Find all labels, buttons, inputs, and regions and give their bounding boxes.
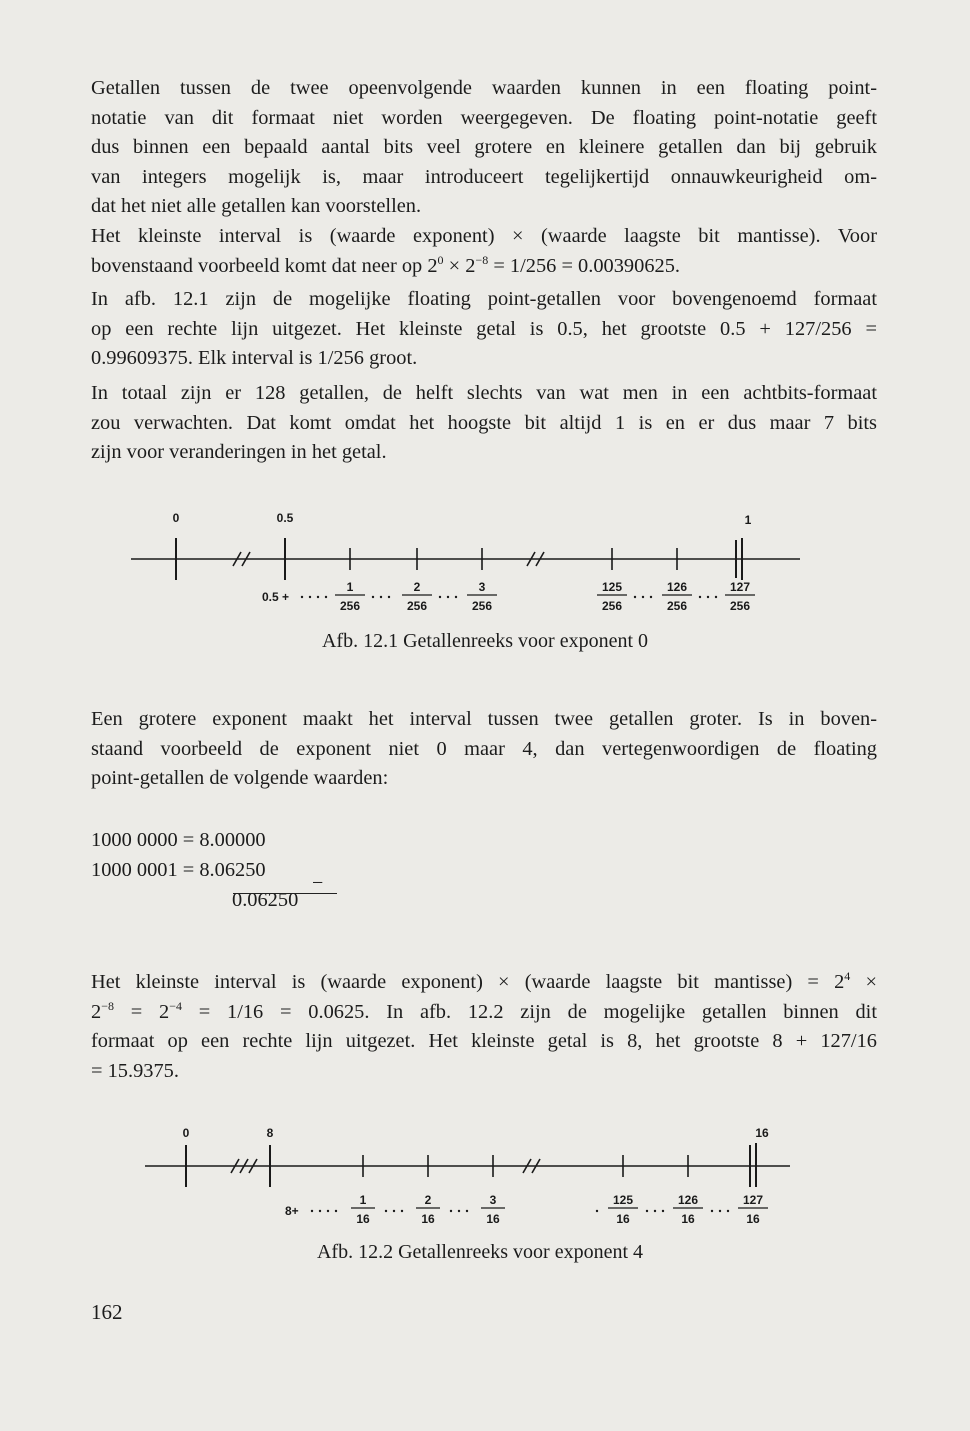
equation-result: 0.06250 xyxy=(232,889,299,911)
text-line: op een rechte lijn uitgezet. Het kleinste getal is 0.5, het grootste 0.5 + 127/256 = xyxy=(91,317,877,340)
binary-equations xyxy=(91,825,298,915)
fraction-denominator: 256 xyxy=(666,599,688,613)
exponent: −4 xyxy=(169,998,182,1013)
paragraph-exponent-4 xyxy=(91,968,877,1086)
fraction-numerator: 3 xyxy=(478,580,486,594)
fraction-denominator: 16 xyxy=(356,1212,370,1226)
text-fragment: Het kleinste interval is (waarde exponent) × (waarde laagste bit mantisse) = 2 xyxy=(91,971,845,993)
text-line: dat het niet alle getallen kan voorstellen. xyxy=(91,195,422,218)
fraction-numerator: 3 xyxy=(489,1193,497,1207)
text-line: dus binnen een bepaald aantal bits veel grotere en kleinere getallen dan bij gebruik xyxy=(91,136,877,159)
text-line: formaat op een rechte lijn uitgezet. Het kleinste getal is 8, het grootste 8 + 127/16 xyxy=(91,1030,877,1053)
tick-label-05: 0.5 xyxy=(276,511,294,525)
exponent: 0 xyxy=(437,252,444,267)
tick-label-1: 1 xyxy=(744,513,752,527)
fraction-denominator: 256 xyxy=(339,599,361,613)
text-line xyxy=(91,252,877,282)
fraction-numerator: 125 xyxy=(612,1193,634,1207)
text-line: zijn voor veranderingen in het getal. xyxy=(91,441,387,464)
fraction-denominator: 256 xyxy=(471,599,493,613)
text-fragment: = 2 xyxy=(113,1000,170,1023)
text-line: In afb. 12.1 zijn de mogelijke floating point-getallen voor bovengenoemd formaat xyxy=(91,288,877,310)
paragraph-intro xyxy=(91,74,877,222)
fraction-numerator: 2 xyxy=(413,580,421,594)
paragraph-total xyxy=(91,379,877,468)
fraction-denominator: 256 xyxy=(729,599,751,613)
fraction-numerator: 125 xyxy=(601,580,623,594)
number-line-figure-1 xyxy=(0,500,970,625)
text-fragment: 2 xyxy=(91,1000,102,1023)
text-line: = 15.9375. xyxy=(91,1059,179,1082)
exponent: −8 xyxy=(101,998,114,1013)
text-fragment: × 2 xyxy=(443,254,476,277)
text-line: point-getallen de volgende waarden: xyxy=(91,767,389,790)
text-line xyxy=(91,998,877,1028)
paragraph-figure-ref xyxy=(91,285,877,374)
fraction-numerator: 126 xyxy=(666,580,688,594)
fraction-numerator: 126 xyxy=(677,1193,699,1207)
fraction-denominator: 16 xyxy=(616,1212,630,1226)
figure-caption-2: Afb. 12.2 Getallenreeks voor exponent 4 xyxy=(316,1241,643,1263)
text-line: zou verwachten. Dat komt omdat het hoogste bit altijd 1 is en er dus maar 7 bits xyxy=(91,411,877,434)
page-number: 162 xyxy=(91,1300,123,1324)
text-line: In totaal zijn er 128 getallen, de helft slechts van wat men in een achtbits-formaat xyxy=(91,382,877,404)
tick-label-0: 0 xyxy=(182,1126,190,1140)
tick-label-0: 0 xyxy=(172,511,180,525)
text-line: van integers mogelijk is, maar introduceert tegelijkertijd onnauwkeurigheid om- xyxy=(91,165,877,188)
fraction-denominator: 16 xyxy=(421,1212,435,1226)
fraction-numerator: 127 xyxy=(742,1193,764,1207)
exponent: 4 xyxy=(844,969,851,984)
tick-label-16: 16 xyxy=(755,1126,769,1140)
fraction-numerator: 1 xyxy=(359,1193,367,1207)
text-line: Het kleinste interval is (waarde exponent) × (waarde laagste bit mantisse). Voor xyxy=(91,225,877,247)
exponent: −8 xyxy=(475,252,489,267)
fraction-numerator: 127 xyxy=(729,580,751,594)
text-line xyxy=(91,968,877,998)
fraction-denominator: 16 xyxy=(486,1212,500,1226)
fraction-denominator: 256 xyxy=(601,599,623,613)
fraction-numerator: 1 xyxy=(346,580,354,594)
text-line: Getallen tussen de twee opeenvolgende waarden kunnen in een floating point- xyxy=(91,77,877,99)
fraction-denominator: 256 xyxy=(406,599,428,613)
paragraph-smallest-interval xyxy=(91,222,877,281)
text-line: 0.99609375. Elk interval is 1/256 groot. xyxy=(91,347,418,370)
start-label: 8+ xyxy=(285,1204,299,1218)
start-label: 0.5 + xyxy=(262,590,290,604)
text-fragment: = 1/256 = 0.00390625. xyxy=(488,254,681,277)
text-line: staand voorbeeld de exponent niet 0 maar 4, dan vertegenwoordigen de floating xyxy=(91,737,877,760)
subtraction-rule xyxy=(233,893,337,894)
fraction-denominator: 16 xyxy=(746,1212,760,1226)
figure-caption-1: Afb. 12.1 Getallenreeks voor exponent 0 xyxy=(321,630,648,652)
text-fragment: bovenstaand voorbeeld komt dat neer op 2 xyxy=(91,254,438,277)
fraction-numerator: 2 xyxy=(424,1193,432,1207)
text-line: Een grotere exponent maakt het interval tussen twee getallen groter. Is in boven- xyxy=(91,708,877,730)
equation-line: 1000 0000 = 8.00000 xyxy=(91,829,266,851)
equation-line: 1000 0001 = 8.06250 xyxy=(91,859,266,881)
text-line: notatie van dit formaat niet worden weergegeven. De floating point-notatie geeft xyxy=(91,106,877,129)
text-fragment: = 1/16 = 0.0625. In afb. 12.2 zijn de mogelijke getallen binnen dit xyxy=(181,1000,878,1023)
number-line-figure-2 xyxy=(0,1125,970,1235)
fraction-denominator: 16 xyxy=(681,1212,695,1226)
paragraph-larger-exponent xyxy=(91,705,877,794)
minus-sign: − xyxy=(312,872,324,894)
tick-label-8: 8 xyxy=(266,1126,274,1140)
text-fragment: × xyxy=(850,971,877,993)
